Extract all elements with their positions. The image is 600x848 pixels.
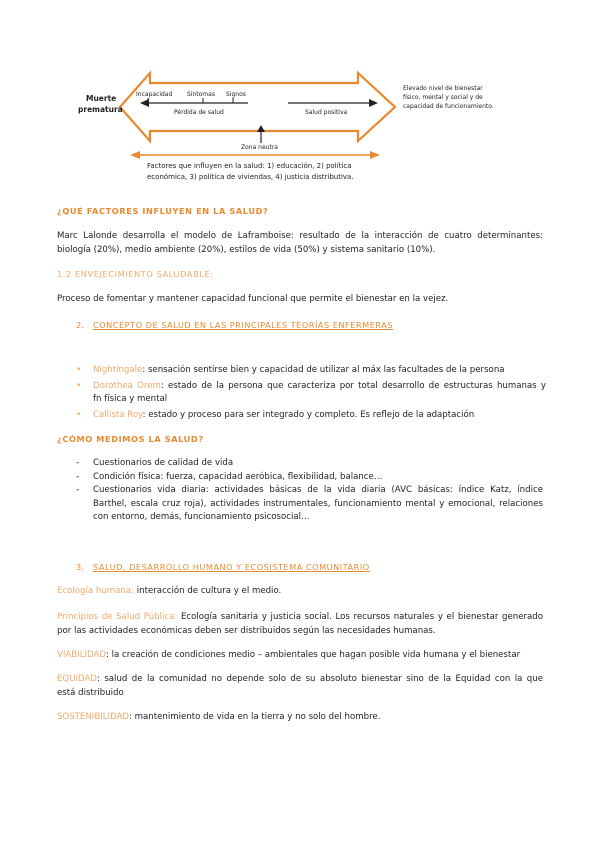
term-roy: Callista Roy [93, 409, 143, 420]
factors-arrow-right-head [370, 151, 380, 159]
def-viabilidad: : la creación de condiciones medio – ambientales que hagan posible vida humana y el bienestar [106, 650, 521, 660]
salud-publica-paragraph [57, 611, 543, 638]
top-label-signos: Signos [226, 91, 246, 98]
theories-list [76, 364, 546, 422]
salud-publica-line-2: por las actividades económicas deben ser distribuidos según las necesidades humanas. [57, 625, 436, 636]
right-label-1: Elevado nivel de bienestar [403, 85, 483, 92]
def-salud-publica: Ecología sanitaria y justicia social. Los recursos naturales y el bienestar generado [177, 612, 543, 622]
measure-item-3-line-1: Cuestionarios vida diaria: actividades básicas de la vida diaria (AVC básicas: índice Katz, índice [93, 485, 543, 495]
salud-publica-line-1 [57, 611, 543, 625]
section2-number: 2. [76, 320, 84, 330]
factors-line-2: económica, 3) política de viviendas, 4) justicia distributiva. [147, 173, 354, 181]
bullet-icon: • [76, 409, 82, 420]
neutral-arrow-head [257, 125, 265, 132]
equidad-line-1 [57, 673, 543, 687]
sostenibilidad-paragraph [57, 711, 543, 725]
equidad-paragraph [57, 673, 543, 700]
measure-item-2: Condición física: fuerza, capacidad aeróbica, flexibilidad, balance… [93, 471, 383, 482]
dash-icon: - [76, 485, 80, 495]
factors-heading: ¿QUÉ FACTORES INFLUYEN EN LA SALUD? [57, 206, 269, 216]
def-nightingale: : sensación sentirse bien y capacidad de utilizar al máx las facultades de la persona [142, 365, 505, 375]
aging-heading: 1.2 ENVEJECIMIENTO SALUDABLE: [57, 269, 214, 279]
list-item [76, 484, 543, 525]
section3-number: 3. [76, 562, 84, 572]
right-label-2: físico, mental y social y de [403, 94, 483, 101]
term-nightingale: Nightingale [93, 365, 143, 375]
bullet-icon: • [76, 380, 82, 391]
term-ecologia: Ecología humana: [57, 586, 135, 596]
list-item [76, 457, 543, 471]
lalonde-line-1: Marc Lalonde desarrolla el modelo de Laframboise: resultado de la interacción de cuatro determinantes: [57, 231, 543, 241]
health-continuum-diagram [0, 0, 600, 200]
term-salud-publica: Principios de Salud Pública: [57, 612, 178, 622]
lalonde-paragraph [57, 230, 543, 257]
def-orem: : estado de la persona que caracteriza por total desarrollo de estructuras humanas y [160, 380, 546, 391]
factors-arrow-left-head [130, 151, 140, 159]
def-roy: : estado y proceso para ser integrado y completo. Es reflejo de la adaptación [142, 409, 475, 420]
continuum-arrow [120, 73, 395, 141]
def-equidad: : salud de la comunidad no depende solo de su absoluto bienestar sino de la Equidad con la que [96, 674, 543, 684]
measure-heading: ¿CÓMO MEDIMOS LA SALUD? [57, 434, 204, 444]
positive-label: Salud positiva [305, 109, 348, 116]
def-sostenibilidad: : mantenimiento de vida en la tierra y no solo del hombre. [129, 712, 381, 722]
left-label-1: Muerte [86, 94, 117, 103]
equidad-line-2: está distribuido [57, 687, 124, 698]
factors-line-1: Factores que influyen en la salud: 1) educación, 2) política [147, 162, 352, 170]
dash-icon: - [76, 471, 80, 482]
list-item [76, 364, 546, 378]
section2-title: CONCEPTO DE SALUD EN LAS PRINCIPALES TEORÍAS ENFERMERAS [93, 320, 394, 330]
ecologia-paragraph [57, 585, 543, 599]
lalonde-line-2: biología (20%), medio ambiente (20%), estilos de vida (50%) y sistema sanitario (10%). [57, 244, 436, 255]
term-sostenibilidad: SOSTENIBILIDAD [57, 712, 130, 722]
measure-item-3-line-3: con entorno, demás, funcionamiento psicosocial… [93, 512, 310, 522]
list-item [76, 471, 543, 485]
positive-arrow-head [369, 99, 378, 107]
right-label-3: capacidad de funcionamiento. [403, 103, 494, 110]
list-item [76, 409, 546, 423]
viabilidad-paragraph [57, 649, 543, 663]
section3-title: SALUD, DESARROLLO HUMANO Y ECOSISTEMA COMUNITARIO [93, 562, 370, 572]
term-orem: Dorothea Orem [93, 380, 161, 391]
aging-paragraph: Proceso de fomentar y mantener capacidad funcional que permite el bienestar en la vejez. [57, 294, 449, 304]
def-ecologia: interacción de cultura y el medio. [134, 586, 282, 596]
measure-list [76, 457, 543, 525]
measure-item-3-line-2: Barthel, escala cruz roja), actividades instrumentales, funcionamiento mental y emocional, relaciones [93, 498, 543, 509]
top-label-incapacidad: Incapacidad [136, 91, 173, 98]
bullet-icon: • [76, 365, 82, 375]
measure-item-1: Cuestionarios de calidad de vida [93, 458, 234, 468]
term-viabilidad: VIABILIDAD [57, 650, 107, 660]
orem-line-2: fn física y mental [93, 394, 168, 404]
loss-label: Pérdida de salud [174, 109, 224, 116]
orem-line-1 [93, 380, 546, 394]
left-label-2: prematura [78, 105, 123, 114]
term-equidad: EQUIDAD [57, 674, 97, 684]
top-label-sintomas: Síntomas [187, 91, 215, 98]
dash-icon: - [76, 458, 80, 468]
list-item [76, 380, 546, 407]
neutral-label: Zona neutra [241, 144, 278, 151]
